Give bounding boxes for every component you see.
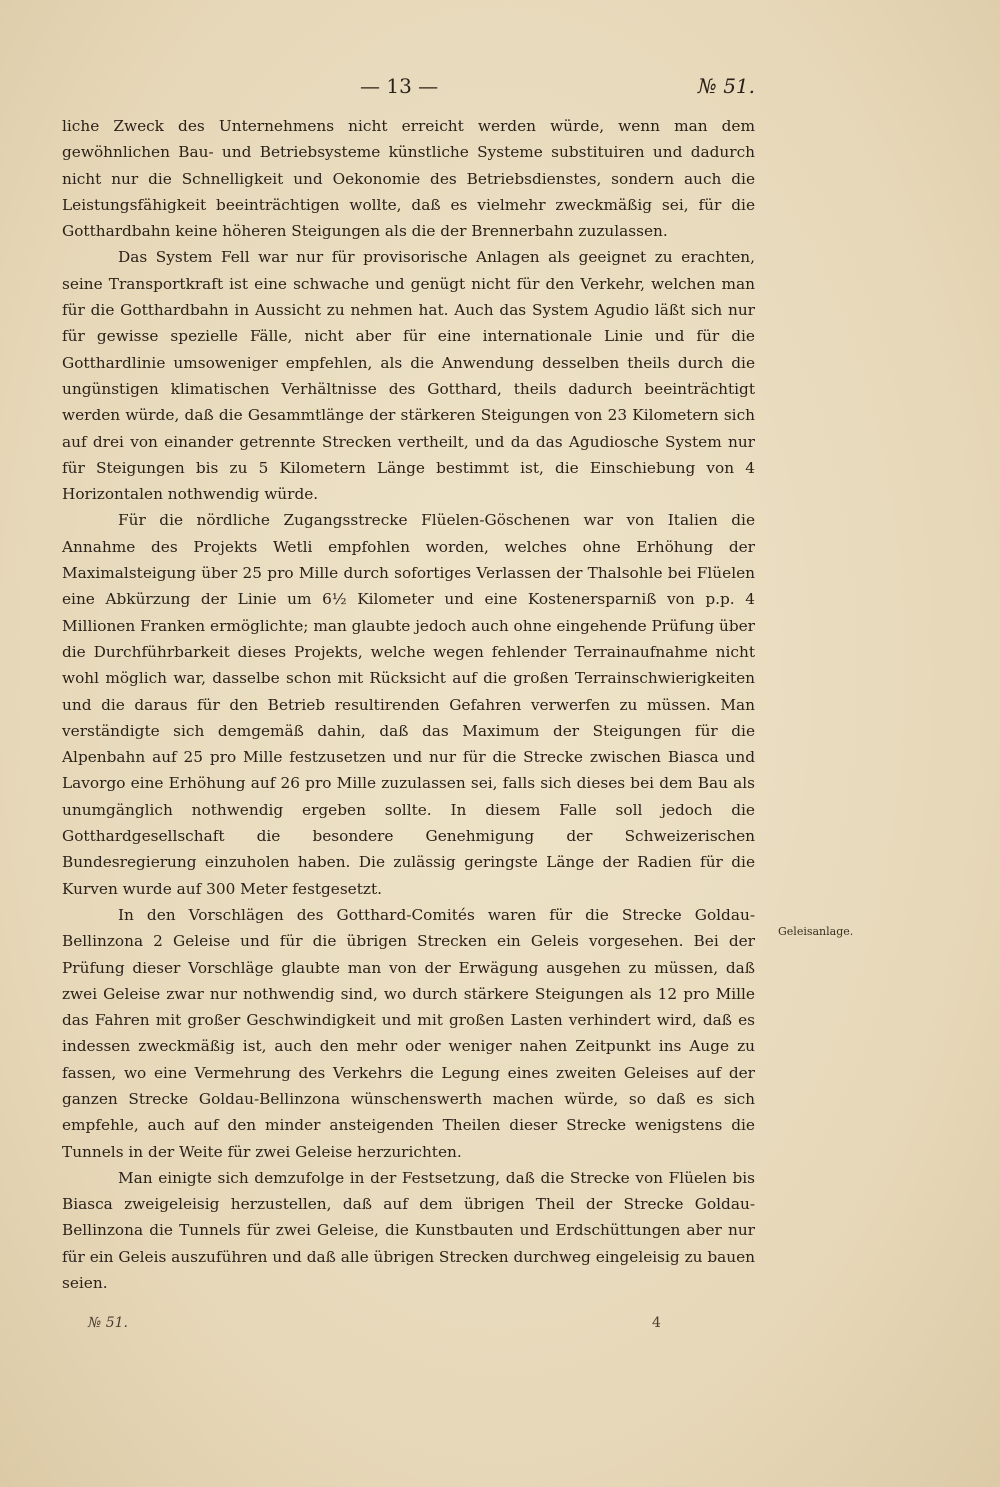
margin-note: Geleisanlage.	[778, 925, 854, 938]
page-header	[62, 74, 755, 104]
page-footer	[62, 1315, 755, 1339]
signature-mark-left: № 51.	[88, 1315, 128, 1331]
signature-mark-right: 4	[652, 1315, 661, 1331]
paragraph-4: In den Vorschlägen des Gotthard-Comités waren für die Strecke Goldau-Bellinzona 2 Geleise und für die übrigen Strecken ein Geleis vorgesehen. Bei der Prüfung dieser Vorschläge glaubte man von der Erwägung ausgehen zu müssen, daß zwei Geleise zwar nur nothwendig sind, wo durch stärkere Steigungen als 12 pro Mille das Fahren mit großer Geschwindigkeit und mit großen Lasten verhindert wird, daß es indessen zweckmäßig ist, auch den mehr oder weniger nahen Zeitpunkt ins Auge zu fassen, wo eine Vermehrung des Verkehrs die Legung eines zweiten Geleises auf der ganzen Strecke Goldau-Bellinzona wünschenswerth machen würde, so daß es sich empfehle, auch auf den minder ansteigenden Theilen dieser Strecke wenigstens die Tunnels in der Weite für zwei Geleise herzurichten.	[62, 905, 755, 1161]
body-text	[62, 113, 755, 1296]
page-number: — 13 —	[360, 74, 439, 98]
paragraph-3: Für die nördliche Zugangsstrecke Flüelen-Göschenen war von Italien die Annahme des Projekts Wetli empfohlen worden, welches ohne Erhöhung der Maximalsteigung über 25 pro Mille durch sofortiges Verlassen der Thalsohle bei Flüelen eine Abkürzung der Linie um 6½ Kilometer und eine Kostenersparniß von p.p. 4 Millionen Franken ermöglichte; man glaubte jedoch auch ohne eingehende Prüfung über die Durchführbarkeit dieses Projekts, welche wegen fehlender Terrainaufnahme nicht wohl möglich war, dasselbe schon mit Rücksicht auf die großen Terrainschwierigkeiten und die daraus für den Betrieb resultirenden Gefahren verwerfen zu müssen. Man verständigte sich demgemäß dahin, daß das Maximum der Steigungen für die Alpenbahn auf 25 pro Mille festzusetzen und nur für die Strecke zwischen Biasca und Lavorgo eine Erhöhung auf 26 pro Mille zuzulassen sei, falls sich dieses bei dem Bau als unumgänglich nothwendig ergeben sollte. In diesem Falle soll jedoch die Gotthardgesellschaft die besondere Genehmigung der Schweizerischen Bundesregierung einzuholen haben. Die zulässig geringste Länge der Radien für die Kurven wurde auf 300 Meter festgesetzt.	[62, 511, 755, 898]
paragraph-1: liche Zweck des Unternehmens nicht erreicht werden würde, wenn man dem gewöhnlichen Bau- und Betriebsysteme künstliche Systeme substituiren und dadurch nicht nur die Schnelligkeit und Oekonomie des Betriebsdienstes, sondern auch die Leistungsfähigkeit beeinträchtigen wollte, daß es vielmehr zweckmäßig sei, für die Gotthardbahn keine höheren Steigungen als die der Brennerbahn zuzulassen.	[62, 117, 755, 241]
issue-number: № 51.	[697, 74, 755, 98]
paragraph-5: Man einigte sich demzufolge in der Festsetzung, daß die Strecke von Flüelen bis Biasca zweigeleisig herzustellen, daß auf dem übrigen Theil der Strecke Goldau-Bellinzona die Tunnels für zwei Geleise, die Kunstbauten und Erdschüttungen aber nur für ein Geleis auszuführen und daß alle übrigen Strecken durchweg eingeleisig zu bauen seien.	[62, 1168, 756, 1293]
paragraph-2: Das System Fell war nur für provisorische Anlagen als geeignet zu erachten, seine Transportkraft ist eine schwache und genügt nicht für den Verkehr, welchen man für die Gotthardbahn in Aussicht zu nehmen hat. Auch das System Agudio läßt sich nur für gewisse spezielle Fälle, nicht aber für eine internationale Linie und für die Gotthardlinie umsoweniger empfehlen, als die Anwendung desselben theils durch die ungünstigen klimatischen Verhältnisse des Gotthard, theils dadurch beeinträchtigt werden würde, daß die Gesammtlänge der stärkeren Steigungen von 23 Kilometern sich auf drei von einander getrennte Strecken vertheilt, und da das Agudiosche System nur für Steigungen bis zu 5 Kilometern Länge bestimmt ist, die Einschiebung von 4 Horizontalen nothwendig würde.	[62, 248, 755, 504]
